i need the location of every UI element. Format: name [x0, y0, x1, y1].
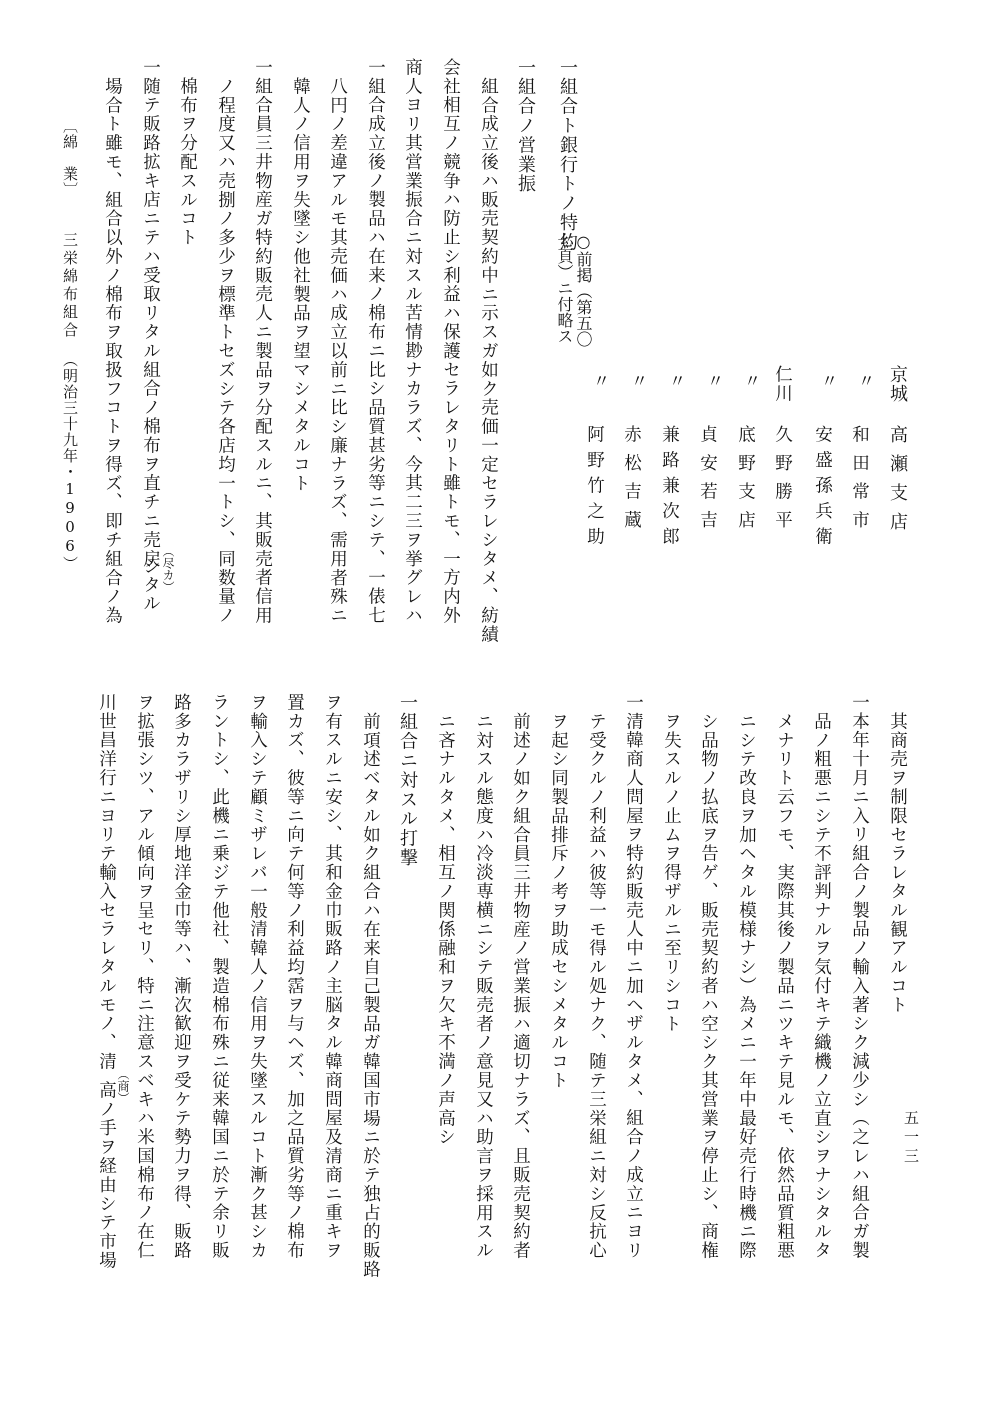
- paragraph-line: ニ吝ナルタメ、相互ノ関係融和ヲ欠キ不満ノ声高シ: [435, 712, 456, 1147]
- member-name: 久野勝平: [772, 425, 793, 539]
- paragraph-line: 会社相互ノ競争ハ防止シ利益ハ保護セラレタリト雖トモ、一方内外: [440, 58, 461, 625]
- ditto-mark: 〃: [854, 372, 874, 391]
- paragraph-line: 路多カラザリシ厚地洋金巾等ハ、漸次歓迎ヲ受ケテ勢力ヲ得、販路: [171, 693, 192, 1260]
- list-item-line: 韓人ノ信用ヲ失墜シ他社製品ヲ望マシメタルコト: [290, 77, 311, 493]
- page-number: 五一三: [902, 1110, 920, 1167]
- member-name: 赤松吉蔵: [621, 425, 642, 539]
- member-place: 仁川: [772, 365, 793, 403]
- member-name: 底野支店: [735, 425, 756, 539]
- list-item-line: ヲ失スルノ止ムヲ得ザルニ至リシコト: [661, 712, 682, 1034]
- section-title: 一組合ト銀行トノ特約: [557, 58, 578, 252]
- cross-reference-note: ○前掲（第五〇: [574, 232, 593, 347]
- section-title: 一組合ノ営業振: [515, 58, 536, 194]
- ditto-mark: 〃: [703, 372, 723, 391]
- paragraph-line: ヲ有スルニ安シ、其和金巾販路ノ主脳タル韓商問屋及清商ニ重キヲ: [322, 693, 343, 1260]
- list-item-line: ニシテ改良ヲ加ヘタル模様ナシ）為メニ一年中最好売行時機ニ際: [736, 712, 757, 1261]
- paragraph-line: 其商売ヲ制限セラレタル観アルコト: [887, 712, 908, 1015]
- ditto-mark: 〃: [817, 372, 837, 391]
- running-head-title: 三栄綿布組合: [61, 232, 79, 340]
- paragraph-line: ニ対スル態度ハ冷淡専横ニシテ販売者ノ意見又ハ助言ヲ採用スル: [473, 712, 494, 1261]
- ditto-mark: 〃: [589, 372, 609, 391]
- list-item-line: シタル: [140, 557, 161, 613]
- member-name: 阿野竹之助: [584, 425, 605, 553]
- paragraph-line: ヲ拡張シツ、アル傾向ヲ呈セリ、特ニ注意スベキハ米国棉布ノ在仁: [134, 693, 155, 1260]
- paragraph-line: ラントシ、此機ニ乗ジテ他社、製造棉布殊ニ従来韓国ニ於テ余リ販: [209, 693, 230, 1260]
- member-name: 兼路兼次郎: [659, 425, 680, 553]
- list-item-line: 一随テ販路拡キ店ニテハ受取リタル組合ノ棉布ヲ直チニ売戻: [140, 58, 161, 569]
- list-item-line: 一組合員三井物産ガ特約販売人ニ製品ヲ分配スルニ、其販売者信用: [252, 58, 273, 625]
- list-item-line: シ品物ノ払底ヲ告ゲ、販売契約者ハ空シク其営業ヲ停止シ、商権: [698, 712, 719, 1261]
- ditto-mark: 〃: [627, 372, 647, 391]
- paragraph-line: 高ノ手ヲ経由シテ市場: [96, 1081, 117, 1270]
- section-title: 一組合ニ対スル打撃: [397, 693, 418, 868]
- paragraph-line: 商人ヨリ其営業振合ニ対スル苦情尠ナカラズ、今其二三ヲ挙グレハ: [402, 58, 423, 625]
- member-name: 貞安若吉: [697, 425, 718, 539]
- list-item-line: 一清韓商人問屋ヲ特約販売人中ニ加ヘザルタメ、組合ノ成立ニヨリ: [623, 693, 644, 1260]
- paragraph-line: 前述ノ如ク組合員三井物産ノ営業振ハ適切ナラズ、且販売契約者: [510, 712, 531, 1261]
- running-head-date: （明治三十九年・1906）: [61, 352, 79, 572]
- member-name: 高瀬支店: [887, 425, 908, 541]
- list-item-line: 場合ト雖モ、組合以外ノ棉布ヲ取扱フコトヲ得ズ、即チ組合ノ為: [102, 77, 123, 626]
- ditto-mark: 〃: [740, 372, 760, 391]
- editorial-note: （商）: [116, 1068, 130, 1104]
- cross-reference-note: 七頁）ニ付略ス: [555, 232, 574, 344]
- ditto-mark: 〃: [665, 372, 685, 391]
- list-item-line: テ受クルノ利益ハ彼等一モ得ル処ナク、随テ三栄組ニ対シ反抗心: [586, 712, 607, 1261]
- member-name: 和田常市: [849, 425, 870, 539]
- paragraph-line: 前項述ベタル如ク組合ハ在来自己製品ガ韓国市場ニ於テ独占的販路: [360, 712, 381, 1279]
- member-place: 京城: [887, 365, 908, 404]
- running-head-category: 〔綿 業〕: [61, 118, 79, 198]
- list-item-line: 棉布ヲ分配スルコト: [177, 77, 198, 248]
- paragraph-line: 置カズ、彼等ニ向テ何等ノ利益均霑ヲ与ヘズ、加之品質劣等ノ棉布: [284, 693, 305, 1260]
- list-item-line: ヲ起シ同製品排斥ノ考ヲ助成セシメタルコト: [548, 712, 569, 1090]
- list-item-line: 八円ノ差違アルモ其売価ハ成立以前ニ比シ廉ナラズ、需用者殊ニ: [327, 77, 348, 626]
- list-item-line: 品ノ粗悪ニシテ不評判ナルヲ気付キテ織機ノ立直シヲナシタルタ: [811, 712, 832, 1261]
- paragraph-line: 川世昌洋行ニヨリテ輸入セラレタルモノ、清: [96, 693, 117, 1071]
- list-item-line: ノ程度又ハ売捌ノ多少ヲ標準トセズシテ各店均一トシ、同数量ノ: [215, 77, 236, 626]
- list-item-line: メナリト云フモ、実際其後ノ製品ニツキテ見ルモ、依然品質粗悪: [774, 712, 795, 1261]
- list-item-line: 一本年十月ニ入リ組合ノ製品ノ輸入著シク減少シ（之レハ組合ガ製: [849, 693, 870, 1260]
- editorial-note: （尽カ）: [161, 545, 175, 593]
- member-name: 安盛孫兵衛: [812, 425, 833, 553]
- paragraph-line: ヲ輸入シテ顧ミザレバ一般清韓人ノ信用ヲ失墜スルコト漸ク甚シカ: [247, 693, 268, 1260]
- list-item-line: 一組合成立後ノ製品ハ在来ノ棉布ニ比シ品質甚劣等ニシテ、一俵七: [365, 58, 386, 625]
- paragraph-line: 組合成立後ハ販売契約中ニ示スガ如ク売価一定セラレシタメ、紡績: [478, 77, 499, 644]
